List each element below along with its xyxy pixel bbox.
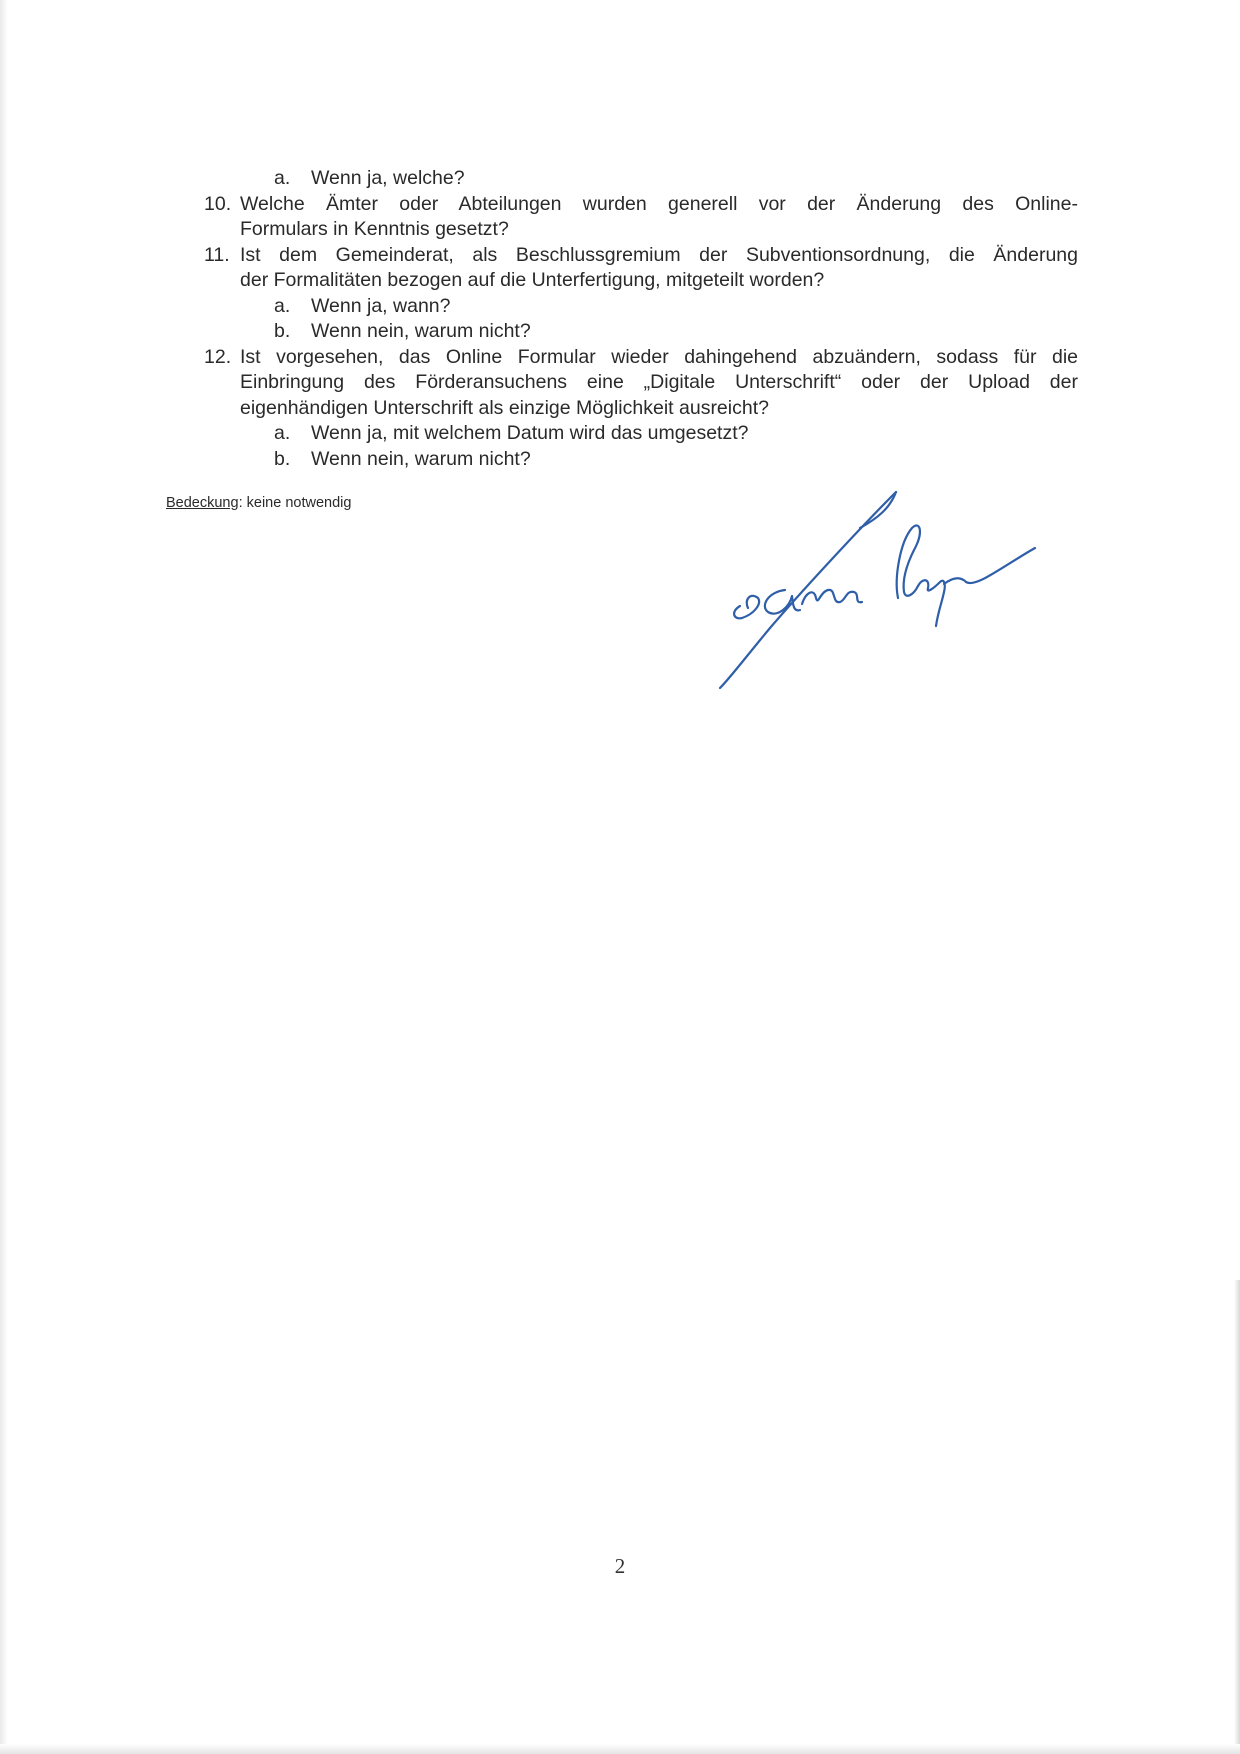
handwritten-signature	[690, 488, 1050, 698]
sub-text: Wenn ja, welche?	[311, 167, 465, 189]
signature-stroke	[918, 580, 945, 626]
sub-text: Wenn ja, wann?	[311, 295, 451, 317]
question-text: Welche Ämter oder Abteilungen wurden generell vor der Änderung des Online-	[240, 193, 1078, 215]
coverage-label: Bedeckung	[166, 495, 239, 511]
sub-letter: a.	[274, 295, 291, 317]
page-shadow-bottom	[0, 1744, 1240, 1754]
question-text: Ist dem Gemeinderat, als Beschlussgremium der Subventionsordnung, die Änderung	[240, 244, 1078, 266]
sub-text: Wenn nein, warum nicht?	[311, 448, 531, 470]
question-number: 10.	[204, 193, 232, 215]
sub-text: Wenn ja, mit welchem Datum wird das umgesetzt?	[311, 422, 749, 444]
signature-stroke	[944, 548, 1035, 584]
signature-stroke	[897, 525, 920, 598]
signature-stroke	[765, 590, 800, 614]
sub-letter: a.	[274, 167, 291, 189]
sub-letter: a.	[274, 422, 291, 444]
coverage-value: keine notwendig	[246, 495, 352, 511]
question-number: 12.	[204, 346, 232, 368]
question-text: der Formalitäten bezogen auf die Unterfertigung, mitgeteilt worden?	[240, 269, 825, 291]
page-shadow-right	[1234, 1280, 1240, 1754]
page-number: 2	[614, 1554, 626, 1578]
question-text: Formulars in Kenntnis gesetzt?	[240, 218, 509, 240]
signature-stroke	[802, 590, 862, 604]
sub-letter: b.	[274, 320, 291, 342]
question-text: Einbringung des Förderansuchens eine „Digitale Unterschrift“ oder der Upload der	[240, 371, 1078, 393]
page-shadow-left	[0, 0, 8, 1754]
sub-letter: b.	[274, 448, 291, 470]
question-number: 11.	[204, 244, 230, 266]
sub-text: Wenn nein, warum nicht?	[311, 320, 531, 342]
question-text: Ist vorgesehen, das Online Formular wieder dahingehend abzuändern, sodass für die	[240, 346, 1078, 368]
signature-stroke	[734, 596, 759, 618]
coverage-colon: :	[238, 495, 247, 511]
coverage-note	[166, 494, 351, 512]
question-text: eigenhändigen Unterschrift als einzige Möglichkeit ausreicht?	[240, 397, 769, 419]
